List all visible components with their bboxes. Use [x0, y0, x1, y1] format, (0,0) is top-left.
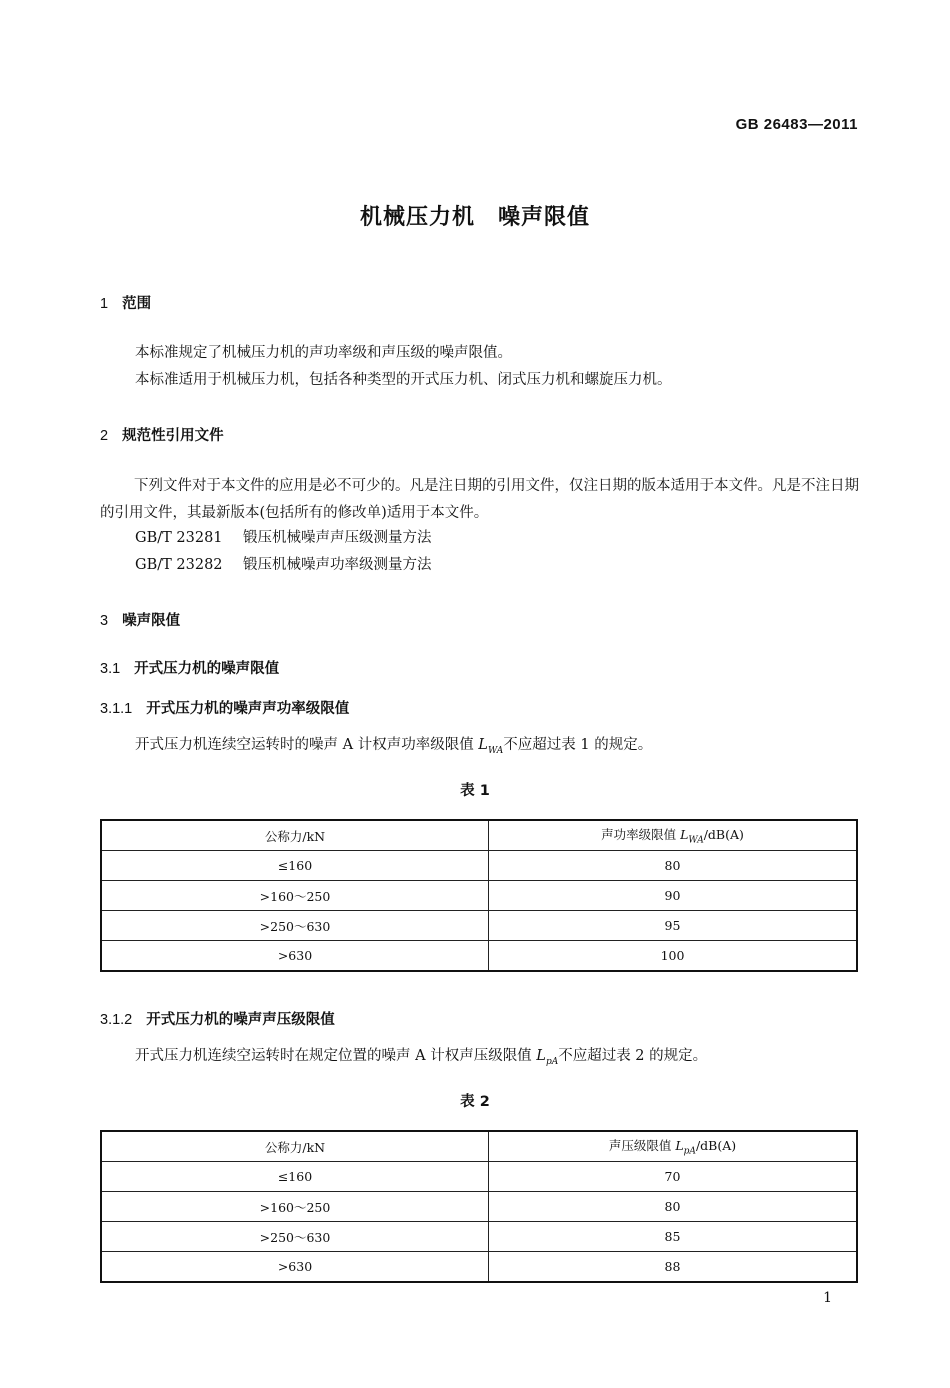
section-title: 开式压力机的噪声声功率级限值 [146, 701, 350, 717]
section-1-body [135, 340, 860, 394]
reference-item [135, 525, 860, 552]
section-title: 噪声限值 [122, 613, 181, 629]
force-cell: ≤160 [101, 1162, 489, 1192]
reference-title: 锻压机械噪声声压级测量方法 [243, 530, 432, 546]
header-text: /dB(A) [703, 827, 744, 843]
reference-list [135, 525, 860, 579]
text-segment: 开式压力机连续空运转时的噪声 A 计权声功率级限值 [135, 737, 479, 753]
section-number: 3.1.2 [100, 1012, 133, 1028]
force-cell: >630 [101, 941, 489, 972]
section-title: 范围 [122, 296, 152, 312]
force-cell: >250～630 [101, 911, 489, 941]
document-title: 机械压力机 噪声限值 [359, 205, 590, 230]
section-number: 3.1.1 [100, 701, 133, 717]
symbol-subscript: pA [545, 1056, 559, 1067]
symbol: L [478, 737, 488, 753]
force-cell: >160～250 [101, 1192, 489, 1222]
table-row [101, 1192, 857, 1222]
section-2-intro: 下列文件对于本文件的应用是必不可少的。凡是注日期的引用文件，仅注日期的版本适用于本文件。凡是不注日期的引用文件，其最新版本(包括所有的修改单)适用于本文件。 [100, 478, 859, 521]
header-text: 声功率级限值 [601, 827, 681, 843]
table-2 [100, 1130, 858, 1283]
header-cell: 公称力/kN [101, 820, 489, 851]
section-title: 开式压力机的噪声限值 [134, 661, 280, 677]
value-cell: 80 [489, 851, 858, 881]
text-segment: 不应超过表 1 的规定。 [503, 737, 653, 753]
section-3-1-1-heading [100, 697, 349, 718]
reference-code: GB/T 23281 [135, 530, 223, 546]
header-cell [489, 820, 858, 851]
force-cell: >250～630 [101, 1222, 489, 1252]
table-header-row [101, 820, 857, 851]
table-row [101, 881, 857, 911]
section-3-1-1-text [135, 732, 860, 765]
paragraph: 本标准规定了机械压力机的声功率级和声压级的噪声限值。 [135, 345, 512, 361]
force-cell: >160～250 [101, 881, 489, 911]
symbol: L [675, 1138, 684, 1154]
value-cell: 95 [489, 911, 858, 941]
value-cell: 88 [489, 1252, 858, 1283]
page-number: 1 [823, 1290, 832, 1306]
text-segment: 开式压力机连续空运转时在规定位置的噪声 A 计权声压级限值 [135, 1048, 537, 1064]
table-row [101, 1252, 857, 1283]
section-number: 3 [100, 613, 109, 629]
value-cell: 80 [489, 1192, 858, 1222]
section-title: 开式压力机的噪声声压级限值 [146, 1012, 335, 1028]
table-row [101, 851, 857, 881]
table-header-row [101, 1131, 857, 1162]
section-3-heading [100, 609, 180, 630]
section-title: 规范性引用文件 [122, 428, 224, 444]
table-row [101, 1162, 857, 1192]
table-row [101, 941, 857, 972]
symbol-subscript: pA [683, 1146, 696, 1157]
table-1-caption: 表 1 [460, 783, 490, 799]
reference-item [135, 552, 860, 579]
section-number: 2 [100, 428, 109, 444]
value-cell: 70 [489, 1162, 858, 1192]
symbol: L [680, 827, 689, 843]
table-row [101, 1222, 857, 1252]
section-3-1-heading [100, 657, 279, 678]
reference-title: 锻压机械噪声功率级测量方法 [243, 557, 432, 573]
symbol-subscript: WA [688, 835, 704, 846]
header-text: /dB(A) [695, 1138, 737, 1154]
section-2-heading [100, 424, 224, 445]
header-cell [489, 1131, 858, 1162]
table-2-caption: 表 2 [460, 1094, 490, 1110]
value-cell: 90 [489, 881, 858, 911]
force-cell: ≤160 [101, 851, 489, 881]
text-segment: 不应超过表 2 的规定。 [558, 1048, 708, 1064]
force-cell: >630 [101, 1252, 489, 1283]
reference-code: GB/T 23282 [135, 557, 223, 573]
header-cell: 公称力/kN [101, 1131, 489, 1162]
standard-code: GB 26483—2011 [735, 116, 858, 133]
section-number: 3.1 [100, 661, 121, 677]
symbol-subscript: WA [487, 745, 504, 756]
symbol: L [536, 1048, 546, 1064]
value-cell: 100 [489, 941, 858, 972]
paragraph: 本标准适用于机械压力机，包括各种类型的开式压力机、闭式压力机和螺旋压力机。 [135, 372, 672, 388]
table-row [101, 911, 857, 941]
section-3-1-2-heading [100, 1008, 335, 1029]
section-1-heading [100, 292, 151, 313]
header-text: 声压级限值 [608, 1138, 676, 1154]
value-cell: 85 [489, 1222, 858, 1252]
section-3-1-2-text [135, 1043, 860, 1076]
table-1 [100, 819, 858, 972]
section-number: 1 [100, 296, 109, 312]
